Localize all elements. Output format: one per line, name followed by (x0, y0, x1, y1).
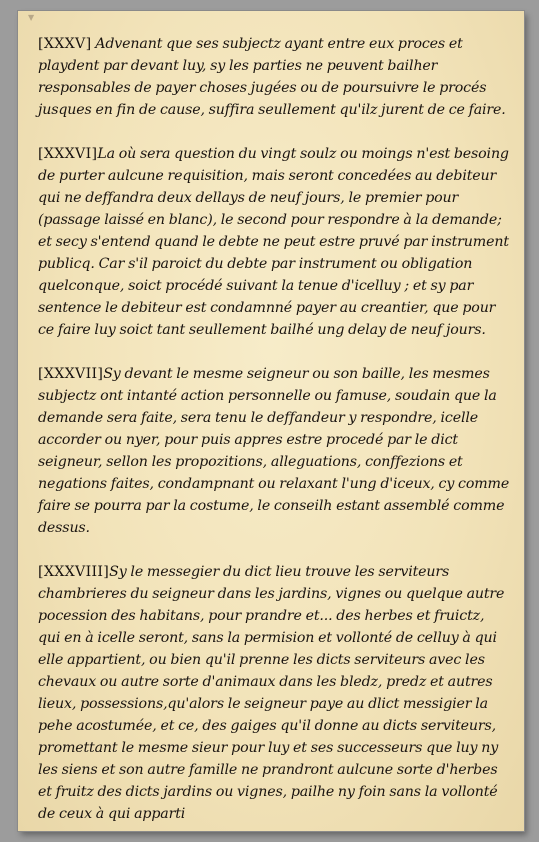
parchment-page (18, 11, 524, 831)
article-38 (38, 561, 510, 825)
article-text: Sy devant le mesme seigneur ou son baille, les mesmes subjectz ont intanté action personnelle ou famuse, soudain que la demande sera faite, sera tenu le deffandeur y respondre, icelle accorder ou nyer, pour puis appres estre procedé par le dict seigneur, sellon les propozitions, alleguations, conffezions et negations faites, condampnant ou relaxant l'ung d'iceux, cy comme faire se pourra par la costume, le conseilh estant assemblé comme dessus. (38, 366, 510, 536)
article-number: [XXXV] (38, 36, 92, 52)
article-text: Advenant que ses subjectz ayant entre eux proces et playdent par devant luy, sy les parties ne peuvent bailher responsables de payer choses jugées ou de poursuivre le procés jusques en fin de cause, suffira seullement qu'ilz jurent de ce faire. (38, 36, 506, 118)
article-number: [XXXVI] (38, 146, 98, 162)
article-36 (38, 143, 510, 341)
article-37 (38, 363, 510, 539)
article-text: La où sera question du vingt soulz ou moings n'est besoing de purter aulcune requisition, mais seront concedées au debiteur qui ne deffandra deux dellays de neuf jours, le premier pour (passage laissé en blanc), le second pour respondre à la demande; et secy s'entend quand le debte ne peut estre pruvé par instrument publicq. Car s'il paroict du debte par instrument ou obligation quelconque, soict procédé suivant la tenue d'icelluy ; et sy par sentence le debiteur est condamnné payer au creantier, que pour ce faire luy soict tant seullement bailhé ung delay de neuf jours. (38, 146, 509, 338)
article-number: [XXXVIII] (38, 564, 110, 580)
pin-mark: ▼ (28, 13, 35, 22)
article-35 (38, 33, 510, 121)
article-number: [XXXVII] (38, 366, 104, 382)
article-text: Sy le messegier du dict lieu trouve les serviteurs chambrieres du seigneur dans les jardins, vignes ou quelque autre pocession des habitans, pour prandre et... des herbes et fruictz, qui en à icelle seront, sans la permision et vollonté de celluy à qui elle appartient, ou bien qu'il prenne les dicts serviteurs avec les chevaux ou autre sorte d'animaux dans les bledz, predz et autres lieux, possessions,qu'alors le seigneur paye au dlict messigier la pehe acostumée, et ce, des gaiges qu'il donne au dicts serviteurs, promettant le mesme sieur pour luy et ses successeurs que luy ny les siens et son autre famille ne prandront aulcune sorte d'herbes et fruitz des dicts jardins ou vignes, pailhe ny foin sans la vollonté de ceux à qui apparti (38, 564, 505, 822)
